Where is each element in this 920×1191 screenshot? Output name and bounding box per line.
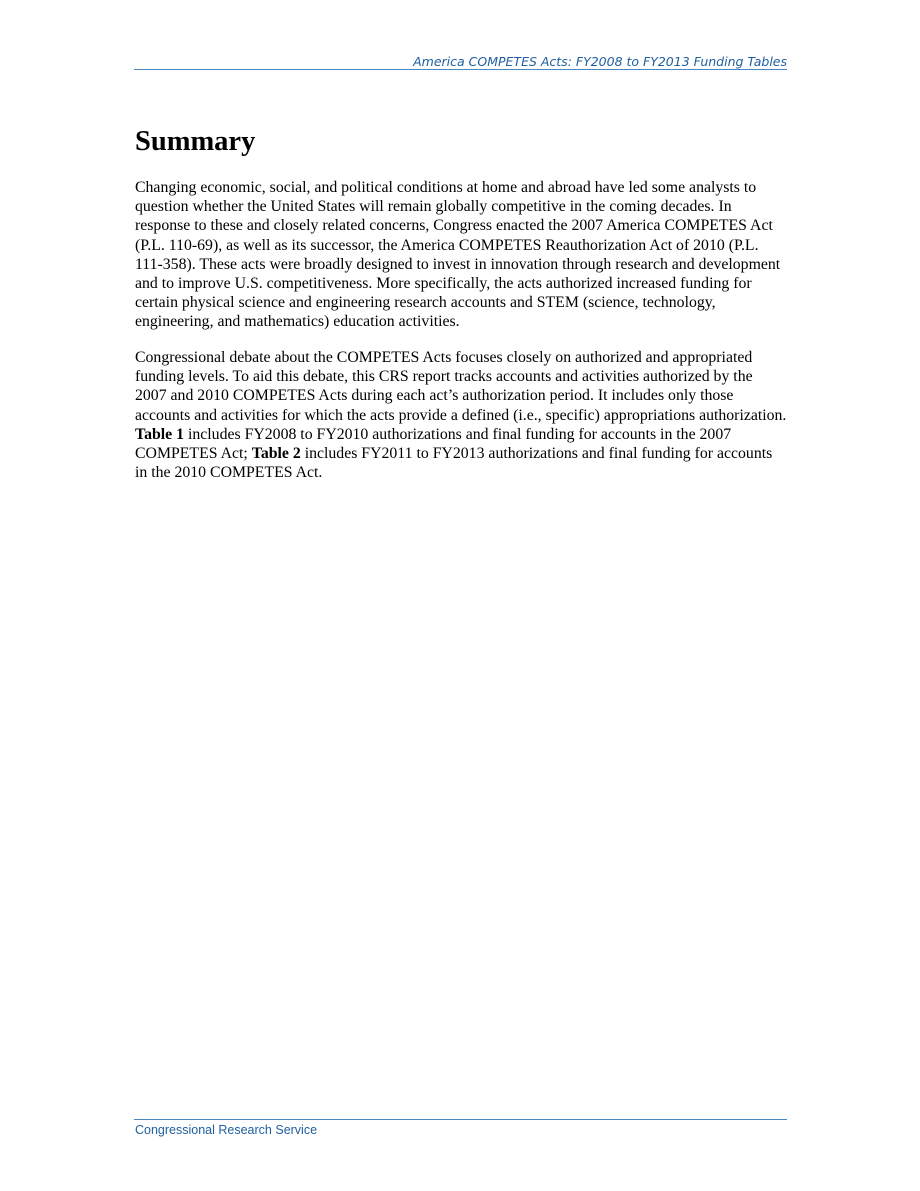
summary-heading: Summary — [135, 126, 256, 157]
footer-organization: Congressional Research Service — [135, 1123, 318, 1137]
paragraph-2-text-c: includes FY2011 to FY2013 authorizations and final funding for accounts in the 2010 COMPETES Act. — [135, 445, 773, 482]
paragraph-2-text-a: Congressional debate about the COMPETES Acts focuses closely on authorized and appropriated funding levels. To aid this debate, this CRS report tracks accounts and activities authorized by the 2007 and 2010 COMPETES Acts during each act’s authorization period. It includes only those accounts and activities for which the acts provide a defined (i.e., specific) appropriations authorization. — [135, 349, 787, 424]
table-1-reference: Table 1 — [135, 425, 185, 443]
footer-divider — [134, 1119, 787, 1120]
table-2-reference: Table 2 — [251, 445, 301, 463]
running-header-title: America COMPETES Acts: FY2008 to FY2013 Funding Tables — [413, 54, 787, 69]
paragraph-2-text-b: includes FY2008 to FY2010 authorizations and final funding for accounts in the 2007 COMPETES Act; — [135, 425, 732, 463]
header-divider — [134, 69, 787, 70]
summary-paragraph-2 — [135, 348, 787, 482]
summary-paragraph-1: Changing economic, social, and political conditions at home and abroad have led some analysts to question whether the United States will remain globally competitive in the coming decades. In response to these and closely related concerns, Congress enacted the 2007 America COMPETES Act (P.L. 110-69), as well as its successor, the America COMPETES Reauthorization Act of 2010 (P.L. 111-358). These acts were broadly designed to invest in innovation through research and development and to improve U.S. competitiveness. More specifically, the acts authorized increased funding for certain physical science and engineering research accounts and STEM (science, technology, engineering, and mathematics) education activities. — [135, 179, 781, 331]
